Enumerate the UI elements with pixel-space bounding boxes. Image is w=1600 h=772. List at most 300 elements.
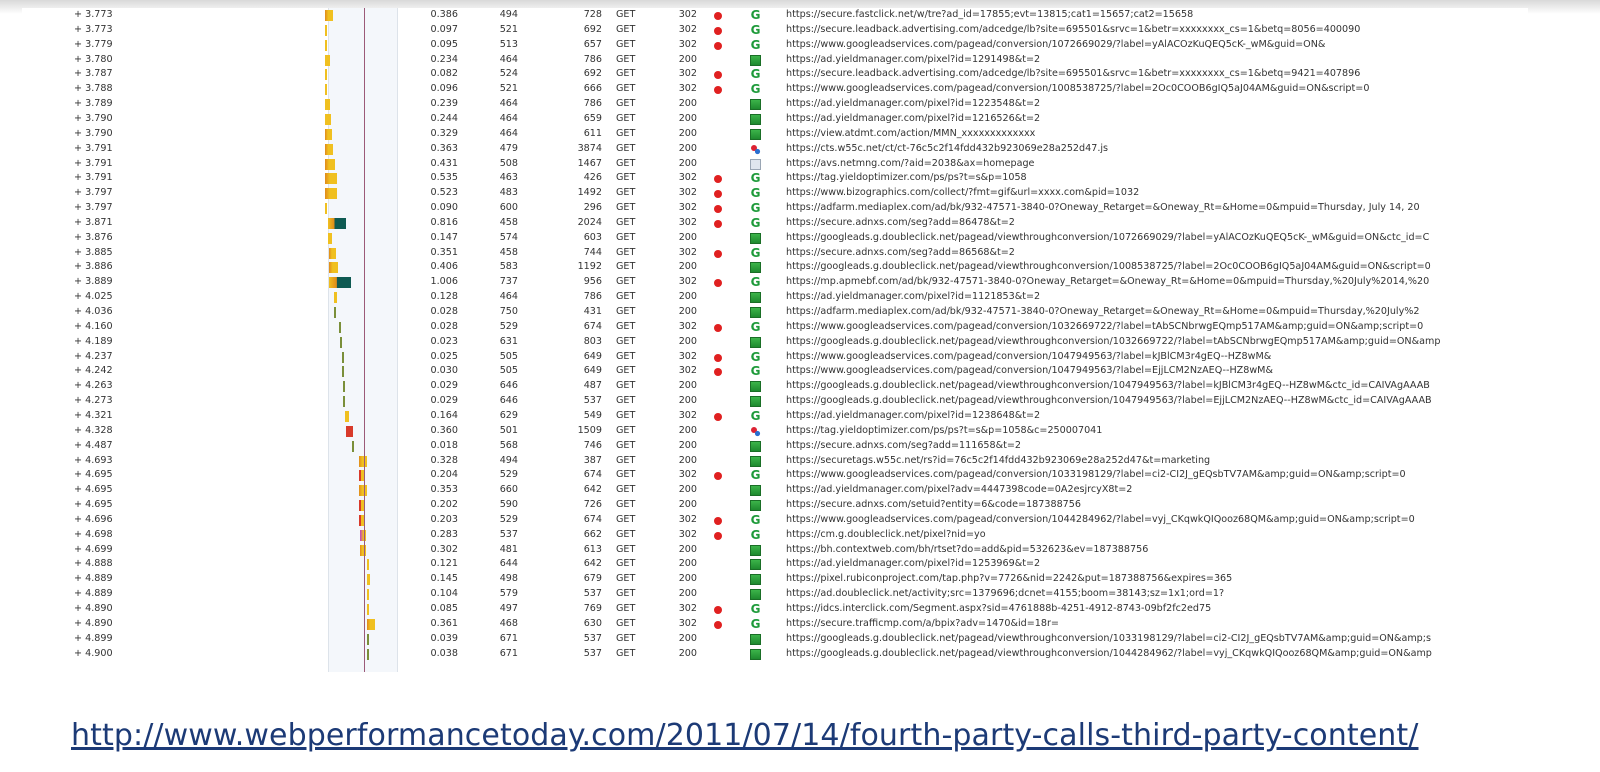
request-url[interactable]: https://googleads.g.doubleclick.net/pagead/viewthroughconversion/1047949563/?label=EjjLCM2NzAEQ--HZ8wM&ctc_id=CAIVAgAAAB — [786, 395, 1432, 407]
image-icon — [750, 129, 761, 140]
response-bytes: 537 — [583, 647, 602, 659]
request-size: 750 — [499, 306, 518, 317]
image-icon — [750, 485, 761, 496]
waterfall-bar — [367, 649, 369, 660]
waterfall-bar — [325, 40, 327, 51]
start-time: + 3.779 — [74, 38, 113, 50]
response-bytes: 659 — [583, 112, 602, 124]
request-url[interactable]: https://secure.leadback.advertising.com/adcedge/lb?site=695501&srvc=1&betr=xxxxxxxx_cs=1&betq=8056=400090 — [786, 23, 1361, 35]
start-time: + 3.773 — [74, 23, 113, 35]
status-code: 200 — [678, 112, 697, 124]
request-size: 529 — [499, 469, 518, 481]
status-code: 302 — [678, 246, 697, 258]
status-code: 302 — [678, 38, 697, 50]
start-time: + 4.889 — [74, 573, 113, 585]
table-row[interactable] — [22, 439, 1528, 454]
waterfall-bar — [325, 10, 333, 21]
http-method: GET — [616, 291, 636, 303]
request-url[interactable]: https://securetags.w55c.net/rs?id=76c5c2f14fdd432b923069e28a252d47&t=marketing — [786, 454, 1211, 466]
duration: 0.104 — [430, 588, 458, 600]
status-code: 200 — [678, 558, 697, 570]
request-url[interactable]: https://secure.adnxs.com/seg?add=111658&t=2 — [786, 439, 1022, 451]
response-bytes: 603 — [583, 231, 602, 243]
redirect-indicator — [714, 175, 722, 183]
request-url[interactable]: https://ad.yieldmanager.com/pixel?adv=4447398code=0A2esjrcyX8t=2 — [786, 484, 1133, 496]
http-method: GET — [616, 484, 636, 496]
request-url[interactable]: https://bh.contextweb.com/bh/rtset?do=add&pid=532623&ev=187388756 — [786, 543, 1149, 555]
image-icon — [750, 233, 761, 244]
request-url[interactable]: https://googleads.g.doubleclick.net/pagead/viewthroughconversion/1032669722/?label=tAbSCNbrwgEQmp517AM&amp;guid=ON&amp — [786, 335, 1441, 347]
start-time: + 4.900 — [74, 647, 113, 659]
image-icon — [750, 559, 761, 570]
duration: 0.097 — [430, 23, 458, 35]
waterfall-bar — [325, 55, 330, 66]
redirect-indicator — [714, 472, 722, 480]
http-method: GET — [616, 202, 636, 214]
table-row[interactable] — [22, 483, 1528, 498]
table-row[interactable] — [22, 97, 1528, 112]
table-row[interactable] — [22, 498, 1528, 513]
redirect-indicator — [714, 368, 722, 376]
status-code: 200 — [678, 380, 697, 392]
request-url[interactable]: https://cts.w55c.net/ct/ct-76c5c2f14fdd432b923069e28a252d47.js — [786, 142, 1109, 154]
http-method: GET — [616, 38, 636, 50]
request-url[interactable]: https://www.googleadservices.com/pagead/conversion/1047949563/?label=EjjLCM2NzAEQ--HZ8wM& — [786, 365, 1273, 377]
status-code: 200 — [678, 142, 697, 154]
redirect-icon: G — [750, 215, 761, 230]
response-bytes: 726 — [583, 499, 602, 511]
table-row[interactable] — [22, 67, 1528, 82]
request-size: 600 — [499, 202, 518, 214]
request-url[interactable]: https://secure.adnxs.com/seg?add=86478&t=2 — [786, 216, 1015, 228]
duration: 0.085 — [430, 603, 458, 614]
waterfall-bar — [334, 292, 337, 303]
redirect-icon: G — [750, 616, 761, 631]
duration: 0.038 — [430, 647, 458, 659]
request-size: 505 — [499, 350, 518, 362]
waterfall-bar — [360, 545, 367, 556]
status-code: 200 — [678, 98, 697, 110]
duration: 0.121 — [430, 558, 458, 570]
table-row[interactable] — [22, 394, 1528, 409]
redirect-indicator — [714, 12, 722, 20]
response-bytes: 692 — [583, 23, 602, 35]
request-url[interactable]: https://avs.netmng.com/?aid=2038&ax=homepage — [786, 157, 1035, 169]
request-size: 631 — [499, 335, 518, 347]
request-size: 479 — [499, 142, 518, 154]
status-code: 200 — [678, 395, 697, 407]
request-url[interactable]: https://secure.adnxs.com/setuid?entity=6&code=187388756 — [786, 499, 1081, 511]
duration: 0.523 — [430, 187, 458, 199]
start-time: + 4.899 — [74, 632, 113, 644]
image-icon — [750, 500, 761, 511]
http-method: GET — [616, 558, 636, 570]
table-row[interactable] — [22, 23, 1528, 38]
request-url[interactable]: https://googleads.g.doubleclick.net/pagead/viewthroughconversion/1047949563/?label=kJBlCM3r4gEQ--HZ8wM&ctc_id=CAIVAgAAAB — [786, 380, 1430, 392]
duration: 0.386 — [430, 9, 458, 20]
redirect-indicator — [714, 220, 722, 228]
table-row[interactable] — [22, 409, 1528, 424]
table-row[interactable] — [22, 379, 1528, 394]
request-url[interactable]: https://www.bizographics.com/collect/?fmt=gif&url=xxxx.com&pid=1032 — [786, 187, 1140, 199]
redirect-icon: G — [750, 319, 761, 334]
request-url[interactable]: https://googleads.g.doubleclick.net/pagead/viewthroughconversion/1072669029/?label=yAlACOzKuQEQ5cK-_wM&guid=ON&ctc_id=C — [786, 231, 1430, 243]
response-bytes: 674 — [583, 513, 602, 525]
table-row[interactable] — [22, 127, 1528, 142]
duration: 0.128 — [430, 291, 458, 303]
duration: 0.018 — [430, 439, 458, 451]
response-bytes: 1467 — [577, 157, 602, 169]
duration: 0.029 — [430, 395, 458, 407]
table-row[interactable] — [22, 424, 1528, 439]
table-row[interactable] — [22, 647, 1528, 662]
duration: 0.164 — [430, 409, 458, 421]
response-bytes: 956 — [583, 276, 602, 288]
request-url[interactable]: https://ad.yieldmanager.com/pixel?id=1253969&t=2 — [786, 558, 1041, 570]
image-icon — [750, 396, 761, 407]
status-code: 302 — [678, 469, 697, 481]
table-row[interactable] — [22, 632, 1528, 647]
http-method: GET — [616, 632, 636, 644]
http-method: GET — [616, 68, 636, 80]
response-bytes: 642 — [583, 558, 602, 570]
start-time: + 3.790 — [74, 127, 113, 139]
redirect-icon: G — [750, 8, 761, 22]
redirect-indicator — [714, 621, 722, 629]
request-size: 464 — [499, 291, 518, 303]
status-code: 302 — [678, 617, 697, 629]
status-code: 302 — [678, 187, 697, 199]
response-bytes: 487 — [583, 380, 602, 392]
redirect-indicator — [714, 354, 722, 362]
response-bytes: 662 — [583, 528, 602, 540]
table-row[interactable] — [22, 290, 1528, 305]
image-icon — [750, 589, 761, 600]
waterfall-bar — [343, 396, 345, 407]
start-time: + 4.160 — [74, 320, 113, 332]
start-time: + 3.790 — [74, 112, 113, 124]
response-bytes: 1492 — [577, 187, 602, 199]
waterfall-bar — [325, 203, 327, 214]
http-method: GET — [616, 261, 636, 273]
request-size: 646 — [499, 380, 518, 392]
http-method: GET — [616, 306, 636, 317]
duration: 0.023 — [430, 335, 458, 347]
request-size: 481 — [499, 543, 518, 555]
request-size: 737 — [499, 276, 518, 288]
http-method: GET — [616, 53, 636, 65]
start-time: + 3.773 — [74, 9, 113, 20]
table-row[interactable] — [22, 364, 1528, 379]
waterfall-bar — [325, 69, 327, 80]
duration: 0.028 — [430, 320, 458, 332]
http-method: GET — [616, 543, 636, 555]
waterfall-bar — [325, 159, 334, 170]
status-code: 302 — [678, 172, 697, 184]
duration: 0.147 — [430, 231, 458, 243]
duration: 0.039 — [430, 632, 458, 644]
table-row[interactable] — [22, 171, 1528, 186]
http-method: GET — [616, 231, 636, 243]
status-code: 302 — [678, 528, 697, 540]
source-link[interactable]: http://www.webperformancetoday.com/2011/07/14/fourth-party-calls-third-party-content/ — [71, 718, 1419, 753]
status-code: 200 — [678, 261, 697, 273]
start-time: + 4.888 — [74, 558, 113, 570]
redirect-icon: G — [750, 468, 761, 483]
waterfall-bar — [367, 634, 369, 645]
waterfall-bar — [325, 144, 333, 155]
request-url[interactable]: https://www.googleadservices.com/pagead/conversion/1033198129/?label=ci2-CI2J_gEQsbTV7AM&amp;guid=ON&amp;script=0 — [786, 469, 1406, 481]
http-method: GET — [616, 573, 636, 585]
waterfall-bar — [342, 366, 344, 377]
http-method: GET — [616, 246, 636, 258]
request-url[interactable]: https://ad.yieldmanager.com/pixel?id=1223548&t=2 — [786, 98, 1041, 110]
http-method: GET — [616, 439, 636, 451]
http-method: GET — [616, 172, 636, 184]
http-method: GET — [616, 350, 636, 362]
request-url[interactable]: https://www.googleadservices.com/pagead/conversion/1047949563/?label=kJBlCM3r4gEQ--HZ8wM& — [786, 350, 1272, 362]
response-bytes: 431 — [583, 306, 602, 317]
status-code: 200 — [678, 157, 697, 169]
table-row[interactable] — [22, 528, 1528, 543]
waterfall-bar — [352, 441, 354, 452]
response-bytes: 674 — [583, 469, 602, 481]
table-row[interactable] — [22, 305, 1528, 320]
start-time: + 4.237 — [74, 350, 113, 362]
response-bytes: 666 — [583, 83, 602, 95]
table-row[interactable] — [22, 246, 1528, 261]
request-url[interactable]: https://ad.yieldmanager.com/pixel?id=1238648&t=2 — [786, 409, 1041, 421]
duration: 0.328 — [430, 454, 458, 466]
request-url[interactable]: https://tag.yieldoptimizer.com/ps/ps?t=s&p=1058 — [786, 172, 1027, 184]
http-method: GET — [616, 454, 636, 466]
request-size: 501 — [499, 424, 518, 436]
request-url[interactable]: https://secure.leadback.advertising.com/adcedge/lb?site=695501&srvc=1&betr=xxxxxxxx_cs=1&betq=9421=407896 — [786, 68, 1361, 80]
status-code: 302 — [678, 350, 697, 362]
table-row[interactable] — [22, 231, 1528, 246]
table-row[interactable] — [22, 201, 1528, 216]
image-icon — [750, 381, 761, 392]
response-bytes: 744 — [583, 246, 602, 258]
waterfall-bar — [329, 248, 337, 259]
table-row[interactable] — [22, 602, 1528, 617]
table-row[interactable] — [22, 572, 1528, 587]
response-bytes: 549 — [583, 409, 602, 421]
request-url[interactable]: https://googleads.g.doubleclick.net/pagead/viewthroughconversion/1033198129/?label=ci2-CI2J_gEQsbTV7AM&amp;guid=ON&amp;s — [786, 632, 1432, 644]
table-row[interactable] — [22, 260, 1528, 275]
timeline-marker-line — [364, 8, 365, 672]
table-row[interactable] — [22, 157, 1528, 172]
request-url[interactable]: https://ad.yieldmanager.com/pixel?id=1291498&t=2 — [786, 53, 1041, 65]
redirect-indicator — [714, 606, 722, 614]
table-row[interactable] — [22, 216, 1528, 231]
status-code: 200 — [678, 291, 697, 303]
http-method: GET — [616, 9, 636, 20]
table-row[interactable] — [22, 186, 1528, 201]
request-url[interactable]: https://ad.doubleclick.net/activity;src=1379696;dcnet=4155;boom=38143;sz=1x1;ord=1? — [786, 588, 1225, 600]
redirect-icon: G — [750, 245, 761, 260]
start-time: + 3.889 — [74, 276, 113, 288]
table-row[interactable] — [22, 587, 1528, 602]
http-method: GET — [616, 603, 636, 614]
start-time: + 4.263 — [74, 380, 113, 392]
waterfall-bar — [339, 322, 341, 333]
status-code: 302 — [678, 276, 697, 288]
http-method: GET — [616, 98, 636, 110]
redirect-icon: G — [750, 275, 761, 290]
request-size: 498 — [499, 573, 518, 585]
waterfall-bar — [325, 114, 330, 125]
request-url[interactable]: https://www.googleadservices.com/pagead/conversion/1032669722/?label=tAbSCNbrwgEQmp517AM&amp;guid=ON&amp;script=0 — [786, 320, 1424, 332]
request-size: 505 — [499, 365, 518, 377]
status-code: 302 — [678, 9, 697, 20]
request-size: 671 — [499, 647, 518, 659]
response-bytes: 786 — [583, 53, 602, 65]
start-time: + 4.025 — [74, 291, 113, 303]
http-method: GET — [616, 499, 636, 511]
table-row[interactable] — [22, 53, 1528, 68]
start-time: + 4.698 — [74, 528, 113, 540]
request-url[interactable]: https://adfarm.mediaplex.com/ad/bk/932-47571-3840-0?Oneway_Retarget=&Oneway_Rt=&Home=0&mpuid=Thursday, July 14, 20 — [786, 202, 1420, 214]
request-url[interactable]: https://pixel.rubiconproject.com/tap.php?v=7726&nid=2242&put=187388756&expires=365 — [786, 573, 1233, 585]
waterfall-bar — [325, 173, 337, 184]
request-size: 590 — [499, 499, 518, 511]
request-url[interactable]: https://ad.yieldmanager.com/pixel?id=1121853&t=2 — [786, 291, 1041, 303]
response-bytes: 692 — [583, 68, 602, 80]
script-icon — [750, 426, 761, 437]
request-url[interactable]: https://secure.fastclick.net/w/tre?ad_id=17855;evt=13815;cat1=15657;cat2=15658 — [786, 9, 1194, 20]
start-time: + 4.189 — [74, 335, 113, 347]
table-row[interactable] — [22, 38, 1528, 53]
request-url[interactable]: https://www.googleadservices.com/pagead/conversion/1008538725/?label=2Oc0COOB6gIQ5aJ04AM&guid=ON&script=0 — [786, 83, 1370, 95]
start-time: + 3.791 — [74, 157, 113, 169]
redirect-icon: G — [750, 349, 761, 364]
status-code: 200 — [678, 53, 697, 65]
http-method: GET — [616, 647, 636, 659]
request-url[interactable]: https://googleads.g.doubleclick.net/pagead/viewthroughconversion/1044284962/?label=vyj_CKqwkQIQooz68QM&amp;guid=ON&amp — [786, 647, 1432, 659]
duration: 1.006 — [430, 276, 458, 288]
redirect-indicator — [714, 86, 722, 94]
request-size: 644 — [499, 558, 518, 570]
status-code: 200 — [678, 231, 697, 243]
response-bytes: 387 — [583, 454, 602, 466]
status-code: 200 — [678, 306, 697, 317]
request-size: 494 — [499, 454, 518, 466]
status-code: 200 — [678, 439, 697, 451]
redirect-indicator — [714, 205, 722, 213]
request-url[interactable]: https://googleads.g.doubleclick.net/pagead/viewthroughconversion/1008538725/?label=2Oc0COOB6gIQ5aJ04AM&guid=ON&script=0 — [786, 261, 1431, 273]
table-row[interactable] — [22, 142, 1528, 157]
table-row[interactable] — [22, 557, 1528, 572]
redirect-indicator — [714, 250, 722, 258]
table-row[interactable] — [22, 275, 1528, 290]
table-row[interactable] — [22, 617, 1528, 632]
waterfall-bar — [367, 619, 375, 630]
duration: 0.535 — [430, 172, 458, 184]
table-row[interactable] — [22, 82, 1528, 97]
http-method: GET — [616, 83, 636, 95]
image-icon — [750, 337, 761, 348]
http-method: GET — [616, 588, 636, 600]
request-url[interactable]: https://view.atdmt.com/action/MMN_xxxxxxxxxxxxx — [786, 127, 1036, 139]
redirect-indicator — [714, 413, 722, 421]
request-size: 574 — [499, 231, 518, 243]
start-time: + 4.695 — [74, 469, 113, 481]
request-url[interactable]: https://ad.yieldmanager.com/pixel?id=1216526&t=2 — [786, 112, 1041, 124]
http-method: GET — [616, 513, 636, 525]
status-code: 200 — [678, 499, 697, 511]
request-size: 524 — [499, 68, 518, 80]
response-bytes: 642 — [583, 484, 602, 496]
response-bytes: 2024 — [577, 216, 602, 228]
response-bytes: 674 — [583, 320, 602, 332]
duration: 0.204 — [430, 469, 458, 481]
redirect-icon: G — [750, 364, 761, 379]
status-code: 200 — [678, 484, 697, 496]
redirect-icon: G — [750, 186, 761, 201]
request-size: 494 — [499, 9, 518, 20]
redirect-icon: G — [750, 602, 761, 616]
duration: 0.351 — [430, 246, 458, 258]
request-url[interactable]: https://tag.yieldoptimizer.com/ps/ps?t=s&p=1058&c=250007041 — [786, 424, 1103, 436]
table-row[interactable] — [22, 350, 1528, 365]
table-row[interactable] — [22, 335, 1528, 350]
table-row[interactable] — [22, 454, 1528, 469]
table-row[interactable] — [22, 468, 1528, 483]
table-row[interactable] — [22, 112, 1528, 127]
request-size: 508 — [499, 157, 518, 169]
http-method: GET — [616, 365, 636, 377]
start-time: + 3.886 — [74, 261, 113, 273]
http-method: GET — [616, 276, 636, 288]
request-url[interactable]: https://secure.trafficmp.com/a/bpix?adv=1470&id=18r= — [786, 617, 1059, 629]
request-url[interactable]: https://www.googleadservices.com/pagead/conversion/1044284962/?label=vyj_CKqwkQIQooz68QM&amp;guid=ON&amp;script=0 — [786, 513, 1415, 525]
http-method: GET — [616, 127, 636, 139]
table-row[interactable] — [22, 543, 1528, 558]
image-icon — [750, 545, 761, 556]
waterfall-bar — [325, 84, 327, 95]
response-bytes: 630 — [583, 617, 602, 629]
response-bytes: 649 — [583, 365, 602, 377]
table-row[interactable] — [22, 8, 1528, 23]
image-icon — [750, 441, 761, 452]
status-code: 302 — [678, 83, 697, 95]
duration: 0.029 — [430, 380, 458, 392]
duration: 0.360 — [430, 424, 458, 436]
duration: 0.406 — [430, 261, 458, 273]
table-row[interactable] — [22, 513, 1528, 528]
table-row[interactable] — [22, 320, 1528, 335]
duration: 0.302 — [430, 543, 458, 555]
request-url[interactable]: https://idcs.interclick.com/Segment.aspx?sid=4761888b-4251-4912-8743-09bf2fc2ed75 — [786, 603, 1212, 614]
request-url[interactable]: https://adfarm.mediaplex.com/ad/bk/932-47571-3840-0?Oneway_Retarget=&Oneway_Rt=&Home=0&mpuid=Thursday,%20July%2 — [786, 306, 1420, 317]
request-url[interactable]: https://secure.adnxs.com/seg?add=86568&t=2 — [786, 246, 1015, 258]
request-size: 529 — [499, 513, 518, 525]
request-url[interactable]: https://cm.g.doubleclick.net/pixel?nid=yo — [786, 528, 986, 540]
response-bytes: 537 — [583, 588, 602, 600]
request-url[interactable]: https://mp.apmebf.com/ad/bk/932-47571-3840-0?Oneway_Retarget=&Oneway_Rt=&Home=0&mpuid=Thursday,%20July%2014,%20 — [786, 276, 1430, 288]
response-bytes: 786 — [583, 291, 602, 303]
status-code: 302 — [678, 216, 697, 228]
waterfall-bar — [343, 381, 345, 392]
duration: 0.283 — [430, 528, 458, 540]
image-icon — [750, 649, 761, 660]
duration: 0.028 — [430, 306, 458, 317]
request-url[interactable]: https://www.googleadservices.com/pagead/conversion/1072669029/?label=yAlACOzKuQEQ5cK-_wM&guid=ON& — [786, 38, 1326, 50]
start-time: + 4.242 — [74, 365, 113, 377]
status-code: 302 — [678, 68, 697, 80]
start-time: + 3.791 — [74, 142, 113, 154]
